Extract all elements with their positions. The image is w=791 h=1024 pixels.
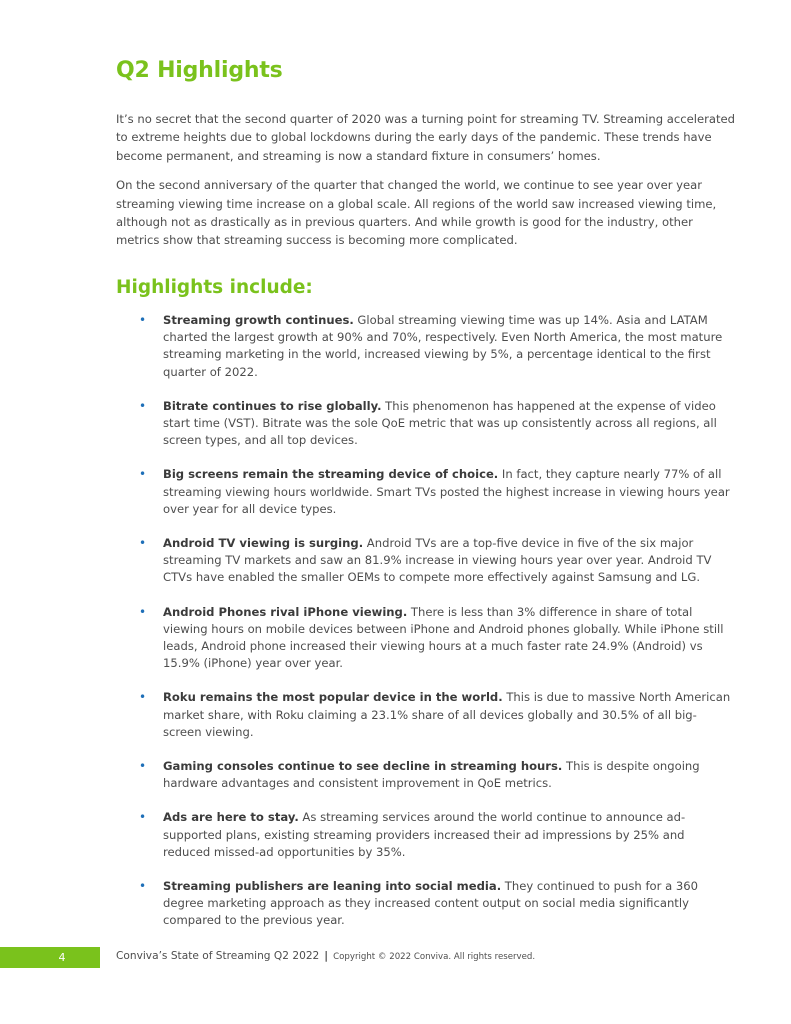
page-number: 4: [58, 951, 66, 964]
section-heading: Highlights include:: [116, 277, 313, 298]
footer: [116, 950, 535, 962]
highlight-text: In fact, they capture nearly 77% of all streaming viewing hours worldwide. Smart TVs posted the highest increase in viewing hours year over year for all device types.: [163, 467, 730, 516]
bullet-icon: •: [139, 759, 147, 774]
list-item: [136, 758, 734, 792]
bullet-icon: •: [139, 536, 147, 551]
highlight-lead: Gaming consoles continue to see decline in streaming hours.: [163, 759, 563, 774]
bullet-icon: •: [139, 690, 147, 705]
highlight-lead: Android Phones rival iPhone viewing.: [163, 604, 408, 619]
list-item: [136, 878, 734, 930]
highlights-list: [136, 312, 734, 947]
highlight-text: There is less than 3% difference in share of total viewing hours on mobile devices between iPhone and Android phones globally. While iPhone still leads, Android phone increased their viewing hours at a much faster rate 24.9% (Android) vs 15.9% (iPhone) year over year.: [163, 604, 724, 671]
list-item: [136, 466, 734, 518]
highlight-lead: Android TV viewing is surging.: [163, 536, 364, 551]
page-title: Q2 Highlights: [116, 58, 283, 83]
bullet-icon: •: [139, 879, 147, 894]
highlight-text: This phenomenon has happened at the expense of video start time (VST). Bitrate was the sole QoE metric that was up consistently across all regions, all screen types, and all top devices.: [163, 398, 717, 448]
list-item: [136, 604, 734, 673]
highlight-text: Android TVs are a top-five device in five of the six major streaming TV markets and saw an 81.9% increase in viewing hours year over year. Android TV CTVs have enabled the smaller OEMs to compete more effectively against Samsung and LG.: [163, 536, 712, 585]
highlight-lead: Big screens remain the streaming device of choice.: [163, 467, 499, 482]
intro-paragraph: It’s no secret that the second quarter of 2020 was a turning point for streaming TV. Streaming accelerated to extreme heights due to global lockdowns during the early days of the pandemic. These trends have become permanent, and streaming is now a standard fixture in consumers’ homes.: [116, 112, 736, 163]
list-item: [136, 398, 734, 450]
footer-copyright: Copyright © 2022 Conviva. All rights reserved.: [333, 952, 536, 962]
highlight-text: As streaming services around the world continue to announce ad-supported plans, existing streaming providers increased their ad impressions by 25% and reduced missed-ad opportunities by 35%.: [163, 810, 686, 859]
highlight-lead: Bitrate continues to rise globally.: [163, 398, 382, 413]
highlight-text: They continued to push for a 360 degree marketing approach as they increased content output on social media significantly compared to the previous year.: [163, 879, 698, 928]
list-item: [136, 312, 734, 381]
intro-paragraph: On the second anniversary of the quarter that changed the world, we continue to see year over year streaming viewing time increase on a global scale. All regions of the world saw increased viewing time, although not as drastically as in previous quarters. And while growth is good for the industry, other metrics show that streaming success is becoming more complicated.: [116, 178, 717, 248]
highlight-lead: Roku remains the most popular device in the world.: [163, 690, 503, 705]
highlight-lead: Streaming publishers are leaning into social media.: [163, 879, 502, 894]
bullet-icon: •: [139, 467, 147, 482]
list-item: [136, 689, 734, 741]
highlight-text: Global streaming viewing time was up 14%. Asia and LATAM charted the largest growth at 90% and 70%, respectively. Even North America, the most mature streaming marketing in the world, increased viewing by 5%, a percentage identical to the first quarter of 2022.: [163, 313, 723, 379]
bullet-icon: •: [139, 604, 147, 619]
intro-section: [116, 110, 736, 261]
highlight-text: This is due to massive North American market share, with Roku claiming a 23.1% share of all devices globally and 30.5% of all big-screen viewing.: [163, 690, 731, 739]
highlight-lead: Ads are here to stay.: [163, 810, 299, 825]
list-item: [136, 535, 734, 587]
bullet-icon: •: [139, 398, 147, 413]
highlight-text: This is despite ongoing hardware advantages and consistent improvement in QoE metrics.: [163, 759, 700, 791]
bullet-icon: •: [139, 810, 147, 825]
highlight-lead: Streaming growth continues.: [163, 313, 354, 327]
footer-report-title: Conviva’s State of Streaming Q2 2022: [116, 950, 320, 962]
list-item: [136, 809, 734, 861]
footer-separator: |: [324, 950, 329, 962]
bullet-icon: •: [139, 313, 147, 327]
